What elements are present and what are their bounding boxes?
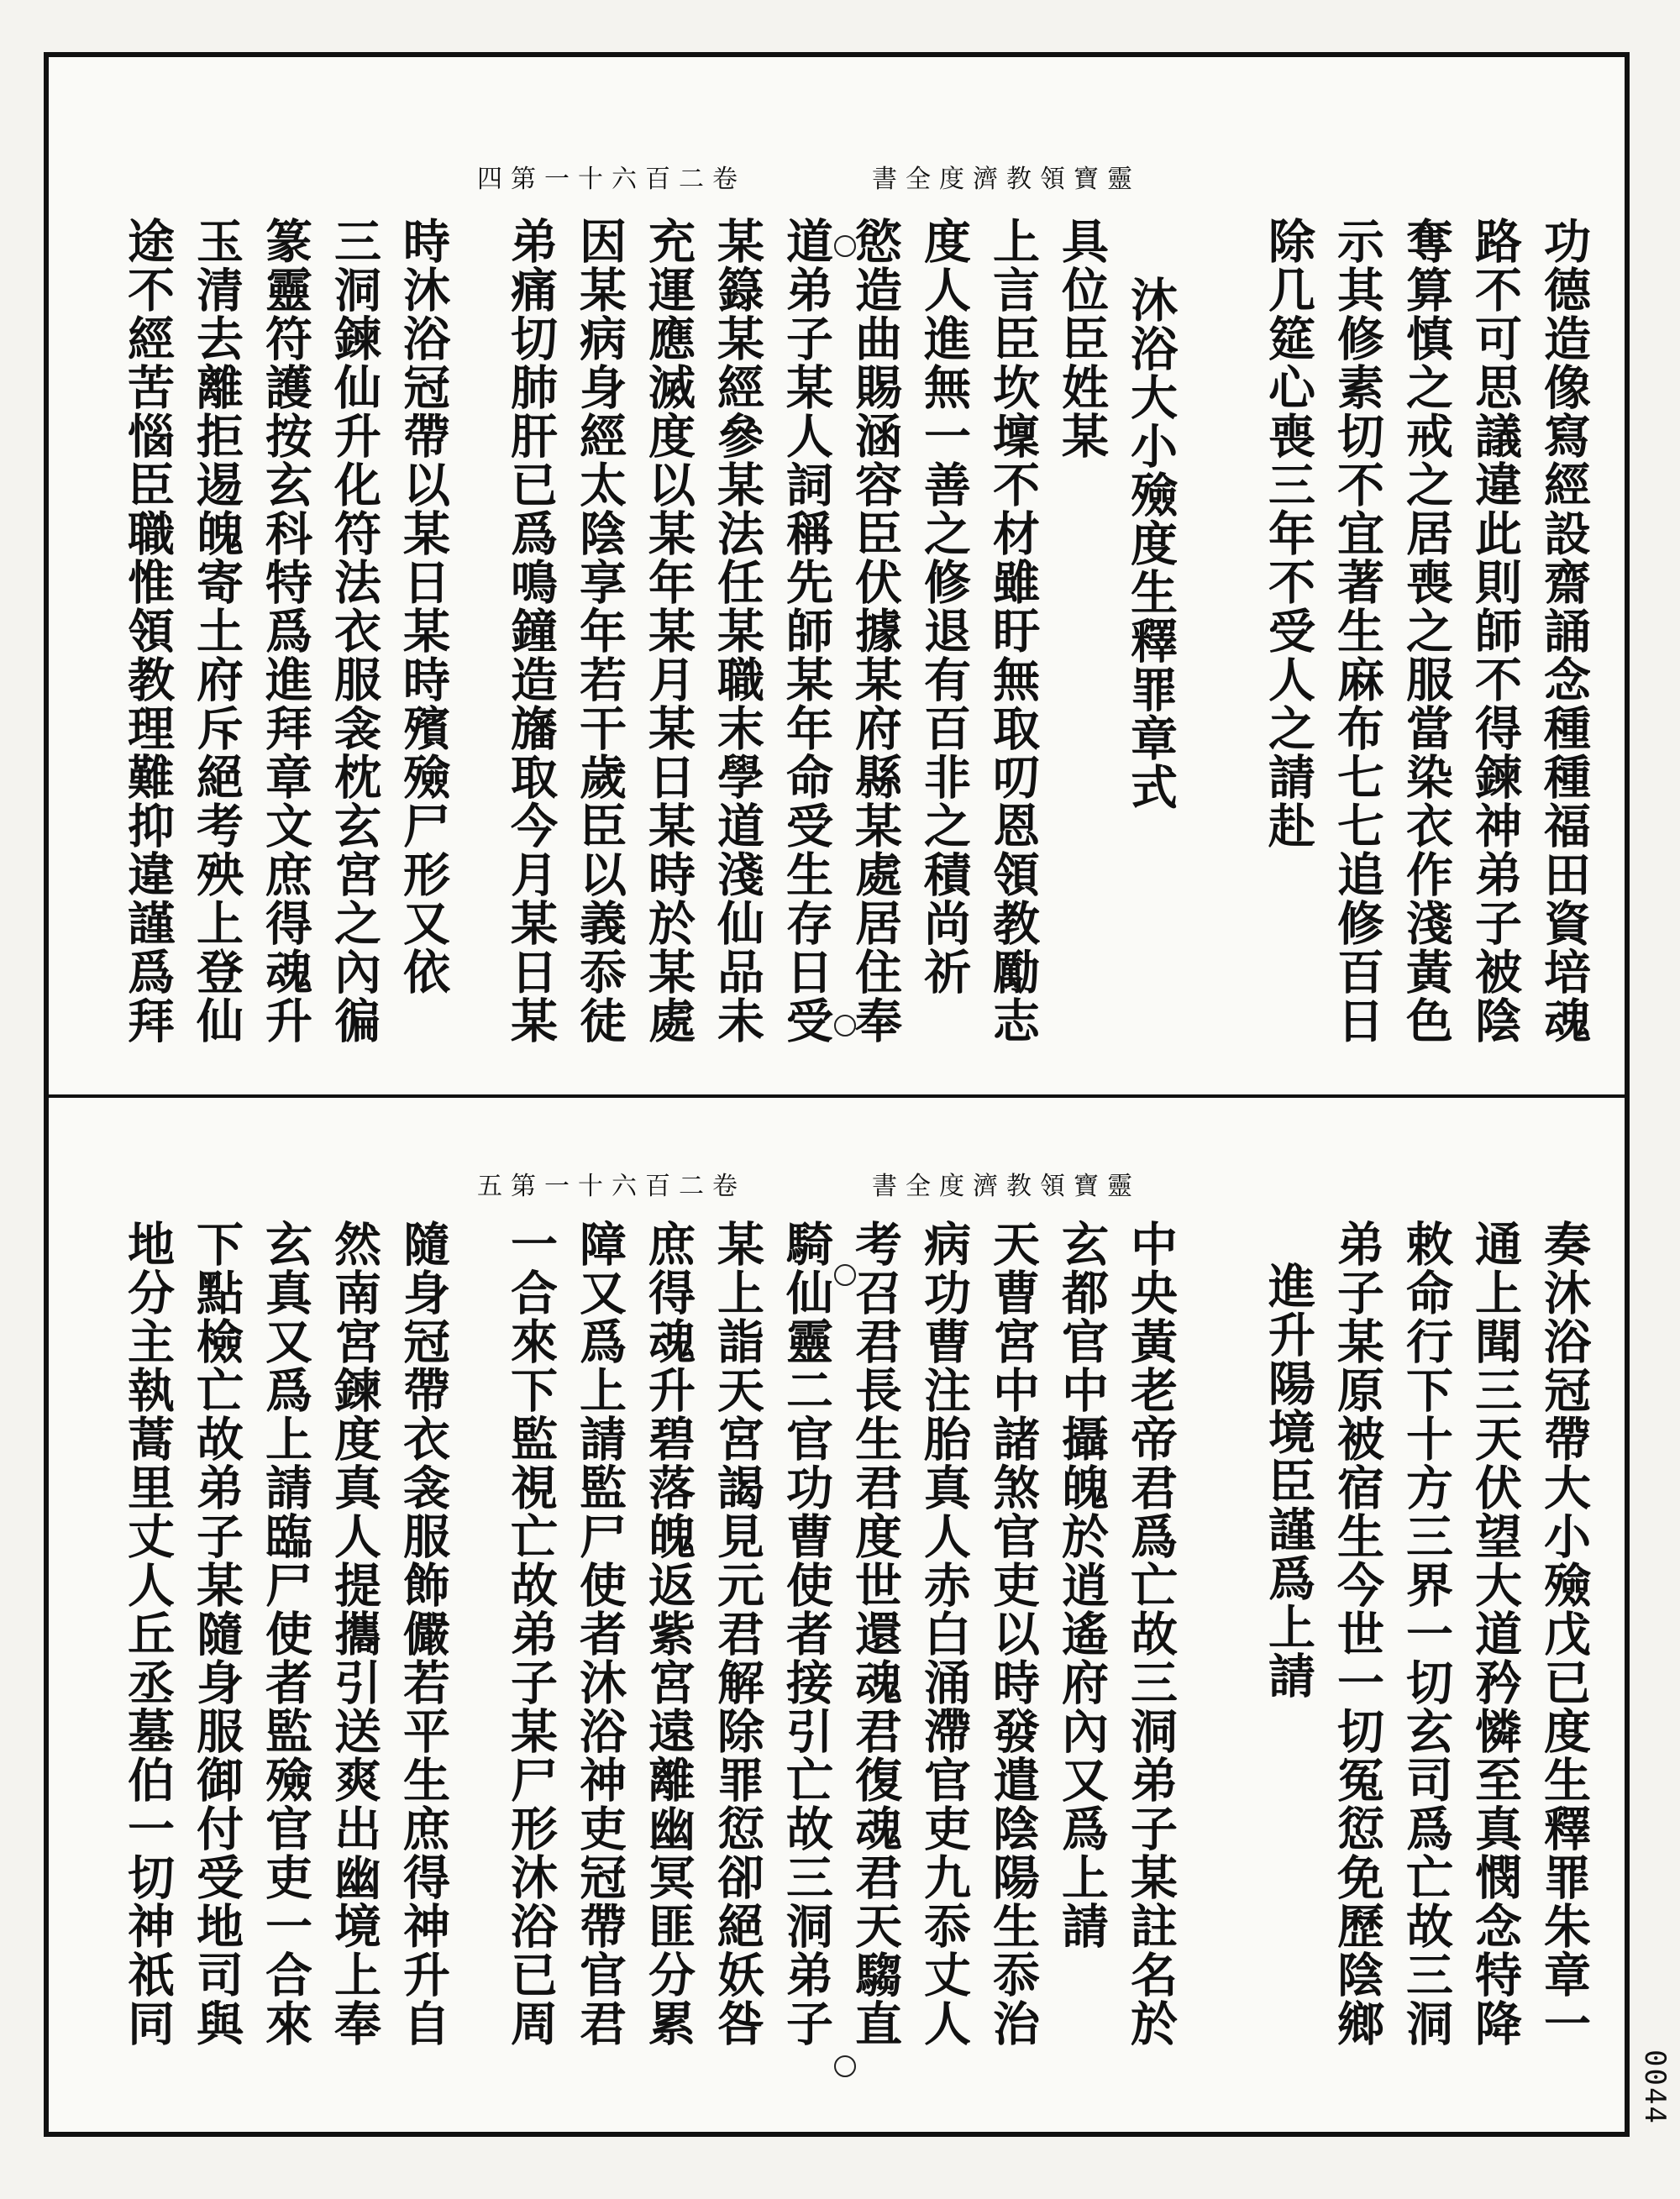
- text-column: 一合來下監視亡故弟子某尸形沐浴已周: [503, 1220, 559, 2048]
- text-column: 道弟子某人詞稱先師某年命受生存日受: [779, 217, 834, 1045]
- bottom-book-title: 書全度濟教領寶靈: [872, 1172, 1141, 1201]
- bottom-running-header: [49, 1165, 1625, 1199]
- text-column: 天曹宮中諸煞官吏以時發遣陰陽生忝治: [985, 1220, 1041, 2048]
- top-text-columns: [49, 217, 1625, 1057]
- text-column: 通上聞三天伏望大道矜憐至真憫念特降: [1467, 1220, 1523, 2048]
- text-column: 病功曹注胎真人赤白涌滯官吏九忝丈人: [916, 1220, 972, 2048]
- text-column: 考召君長生君度世還魂君復魂君天騶直: [848, 1220, 903, 2048]
- text-column: 然南宮鍊度真人提攜引送爽出幽境上奉: [327, 1220, 382, 2048]
- top-running-header: [49, 158, 1625, 192]
- bottom-text-columns: [49, 1220, 1625, 2110]
- text-column: 騎仙靈二官功曹使者接引亡故三洞弟子: [779, 1220, 834, 2048]
- text-fragment: 具位臣姓某: [1054, 217, 1110, 460]
- text-column: 度人進無一善之修退有百非之積尚祈: [916, 217, 972, 996]
- bottom-page-panel: [49, 1098, 1625, 2132]
- text-column: 功德造像寫經設齋誦念種種福田資培魂: [1536, 217, 1592, 1045]
- text-column: 弟子某原被宿生今世一切冤愆免歷陰鄉: [1330, 1220, 1385, 2048]
- text-column: 地分主執蒿里丈人丘丞墓伯一切神祇同: [120, 1220, 176, 2048]
- text-column: 弟痛切肺肝已爲鳴鐘造旛取今月某日某: [503, 217, 559, 1045]
- text-column: 路不可思議違此則師不得鍊神弟子被陰: [1467, 217, 1523, 1045]
- text-column: 充運應滅度以某年某月某日某時於某處: [641, 217, 696, 1045]
- circle-punctuation-mark: [834, 1264, 856, 1286]
- text-column: 慾造曲賜涵容臣伏據某府縣某處居住奉: [848, 217, 903, 1045]
- text-column: 途不經苦惱臣職惟領教理難抑違謹爲拜: [120, 217, 176, 1045]
- text-column: 除几筵心喪三年不受人之請赴: [1261, 217, 1316, 850]
- text-column: 中央黃老帝君爲亡故三洞弟子某註名於: [1123, 1220, 1179, 2048]
- text-column: 某上詣天宮謁見元君解除罪愆卻絕妖咎: [710, 1220, 765, 2048]
- text-column: 篆靈符護按玄科特爲進拜章文庶得魂升: [258, 217, 313, 1045]
- text-column: 進升陽境臣謹爲上請: [1261, 1262, 1316, 1700]
- text-column: 玄都官中攝魄於逍遙府內又爲上請: [1054, 1220, 1110, 1950]
- text-column: 玄真又爲上請臨尸使者監殮官吏一合來: [258, 1220, 313, 2048]
- text-column: 奏沐浴冠帶大小殮戊已度生釋罪朱章一: [1536, 1220, 1592, 2048]
- text-column: 玉清去離拒逷魄寄土府斥絕考殃上登仙: [189, 217, 244, 1045]
- section-title: 沐浴大小殮度生釋罪章式: [1123, 276, 1179, 811]
- text-column: 三洞鍊仙升化符法衣服衾枕玄宮之內徧: [327, 217, 382, 1045]
- text-column: 庶得魂升碧落魄返紫宮遠離幽冥匪分累: [641, 1220, 696, 2048]
- text-column: 障又爲上請監尸使者沐浴神吏冠帶官君: [572, 1220, 627, 2048]
- text-column: 因某病身經太陰享年若干歲臣以義忝徒: [572, 217, 627, 1045]
- circle-punctuation-mark: [834, 2055, 856, 2077]
- text-column: 下點檢亡故弟子某隨身服御付受地司與: [189, 1220, 244, 2048]
- text-column: 敕命行下十方三界一切玄司爲亡故三洞: [1399, 1220, 1454, 2048]
- text-column: 上言臣坎壈不材雖盱無取叨恩領教勵志: [985, 217, 1041, 1045]
- text-column: 隨身冠帶衣衾服飾儼若平生庶得神升自: [396, 1220, 451, 2048]
- page-number: 0044: [1638, 2049, 1672, 2125]
- top-book-title: 書全度濟教領寶靈: [872, 165, 1141, 194]
- text-column: 奪算慎之戒之居喪之服當染衣作淺黃色: [1399, 217, 1454, 1045]
- text-column: [1056, 217, 1108, 460]
- text-column: 示其修素切不宜著生麻布七七追修百日: [1330, 217, 1385, 1045]
- bottom-volume-label: 五第一十六百二卷: [477, 1172, 746, 1201]
- top-page-panel: [49, 57, 1625, 1094]
- text-column: 某籙某經參某法任某職末學道淺仙品未: [710, 217, 765, 1045]
- circle-punctuation-mark: [834, 1015, 856, 1037]
- text-column: 時沐浴冠帶以某日某時殯殮尸形又依: [396, 217, 451, 996]
- top-volume-label: 四第一十六百二卷: [477, 165, 746, 194]
- circle-punctuation-mark: [834, 235, 856, 257]
